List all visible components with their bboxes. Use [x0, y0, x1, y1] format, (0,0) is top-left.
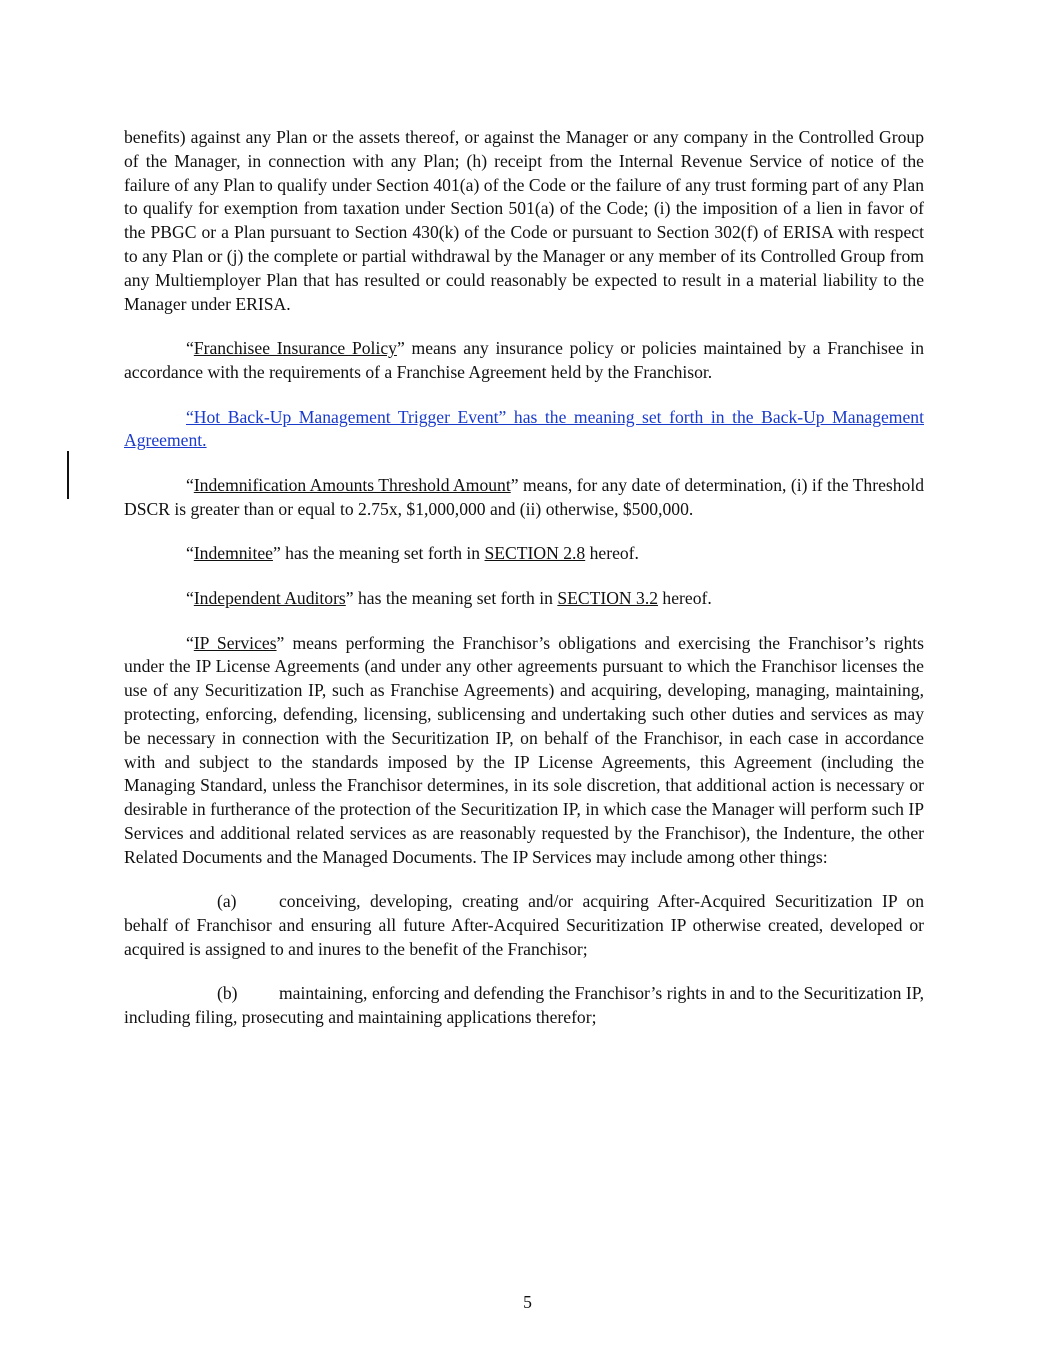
item-marker: (a): [217, 891, 237, 912]
item-text: maintaining, enforcing and defending the Franchisor’s rights in and to the Securitization IP, including filing, prosecuting and maintaining applications therefor;: [124, 983, 924, 1028]
open-quote: “: [186, 338, 194, 359]
section-reference: SECTION 3.2: [557, 587, 659, 608]
open-quote: “: [186, 474, 194, 495]
paragraph-text: benefits) against any Plan or the assets thereof, or against the Manager or any company in the Controlled Group of the Manager, in connection with any Plan; (h) receipt from the Internal Revenue Service of notice of the failure of any Plan to qualify under Section 401(a) of the Code or the failure of any trust forming part of any Plan to qualify for exemption from taxation under Section 501(a) of the Code; (i) the imposition of a lien in favor of the PBGC or a Plan pursuant to Section 430(k) of the Code or pursuant to Section 302(f) of ERISA with respect to any Plan or (j) the complete or partial withdrawal by the Manager or any member of its Controlled Group from any Multiemployer Plan that has resulted or could reasonably be expected to result in a material liability to the Manager under ERISA.: [124, 127, 924, 314]
ip-services-item-b: [124, 982, 924, 1030]
page-number: 5: [523, 1292, 532, 1312]
defined-term: Indemnitee: [193, 543, 273, 564]
definition-end: hereof.: [658, 587, 712, 608]
open-quote: “: [186, 632, 194, 653]
definition-end: hereof.: [585, 543, 639, 564]
open-quote: “: [186, 543, 194, 564]
section-reference: SECTION 2.8: [484, 543, 586, 564]
erisa-event-continuation-paragraph: [124, 126, 924, 316]
item-text: conceiving, developing, creating and/or acquiring After-Acquired Securitization IP on behalf of Franchisor and ensuring all future After-Acquired Securitization IP otherwise created, developed or acquired is assigned to and inures to the benefit of the Franchisor;: [124, 891, 924, 959]
defined-term: Franchisee Insurance Policy: [193, 338, 397, 359]
definition-hot-backup-trigger-event-inserted: [124, 406, 924, 454]
inserted-text: “Hot Back-Up Management Trigger Event” has the meaning set forth in the Back-Up Management Agreement.: [124, 406, 924, 451]
defined-term: Indemnification Amounts Threshold Amount: [193, 474, 511, 495]
defined-term: IP Services: [193, 632, 277, 653]
revision-change-bar: [67, 451, 69, 499]
definition-indemnification-amounts-threshold: [124, 474, 924, 522]
definition-text: ” has the meaning set forth in: [272, 543, 485, 564]
definition-ip-services: [124, 632, 924, 870]
definition-text: ” means, for any date of determination, (i) if the Threshold DSCR is greater than or equal to 2.75x, $1,000,000 and (ii) otherwise, $500,000.: [124, 474, 924, 519]
definition-text: ” means any insurance policy or policies maintained by a Franchisee in accordance with the requirements of a Franchise Agreement held by the Franchisor.: [124, 338, 924, 382]
defined-term: Independent Auditors: [193, 587, 346, 608]
item-marker: (b): [217, 983, 238, 1004]
definition-indemnitee: [124, 542, 924, 566]
definition-independent-auditors: [124, 587, 924, 611]
definition-text: ” means performing the Franchisor’s obligations and exercising the Franchisor’s rights under the IP License Agreements (and under any other agreements pursuant to which the Franchisor licenses the use of any Securitization IP, such as Franchise Agreements) and acquiring, developing, managing, maintaining, protecting, enforcing, defending, licensing, sublicensing and undertaking such other duties and services as may be necessary in connection with the Securitization IP, on behalf of the Franchisor, in each case in accordance with and subject to the standards imposed by the IP License Agreements, this Agreement (including the Managing Standard, unless the Franchisor determines, in its sole discretion, that additional action is necessary or desirable in furtherance of the protection of the Securitization IP, in which case the Manager will perform such IP Services and additional related services as are reasonably requested by the Franchisor), the Indenture, the other Related Documents and the Managed Documents. The IP Services may include among other things:: [124, 632, 924, 867]
page-body: [124, 126, 924, 1051]
definition-franchisee-insurance-policy: [124, 337, 924, 385]
ip-services-item-a: [124, 890, 924, 961]
open-quote: “: [186, 587, 194, 608]
definition-text: ” has the meaning set forth in: [345, 587, 558, 608]
